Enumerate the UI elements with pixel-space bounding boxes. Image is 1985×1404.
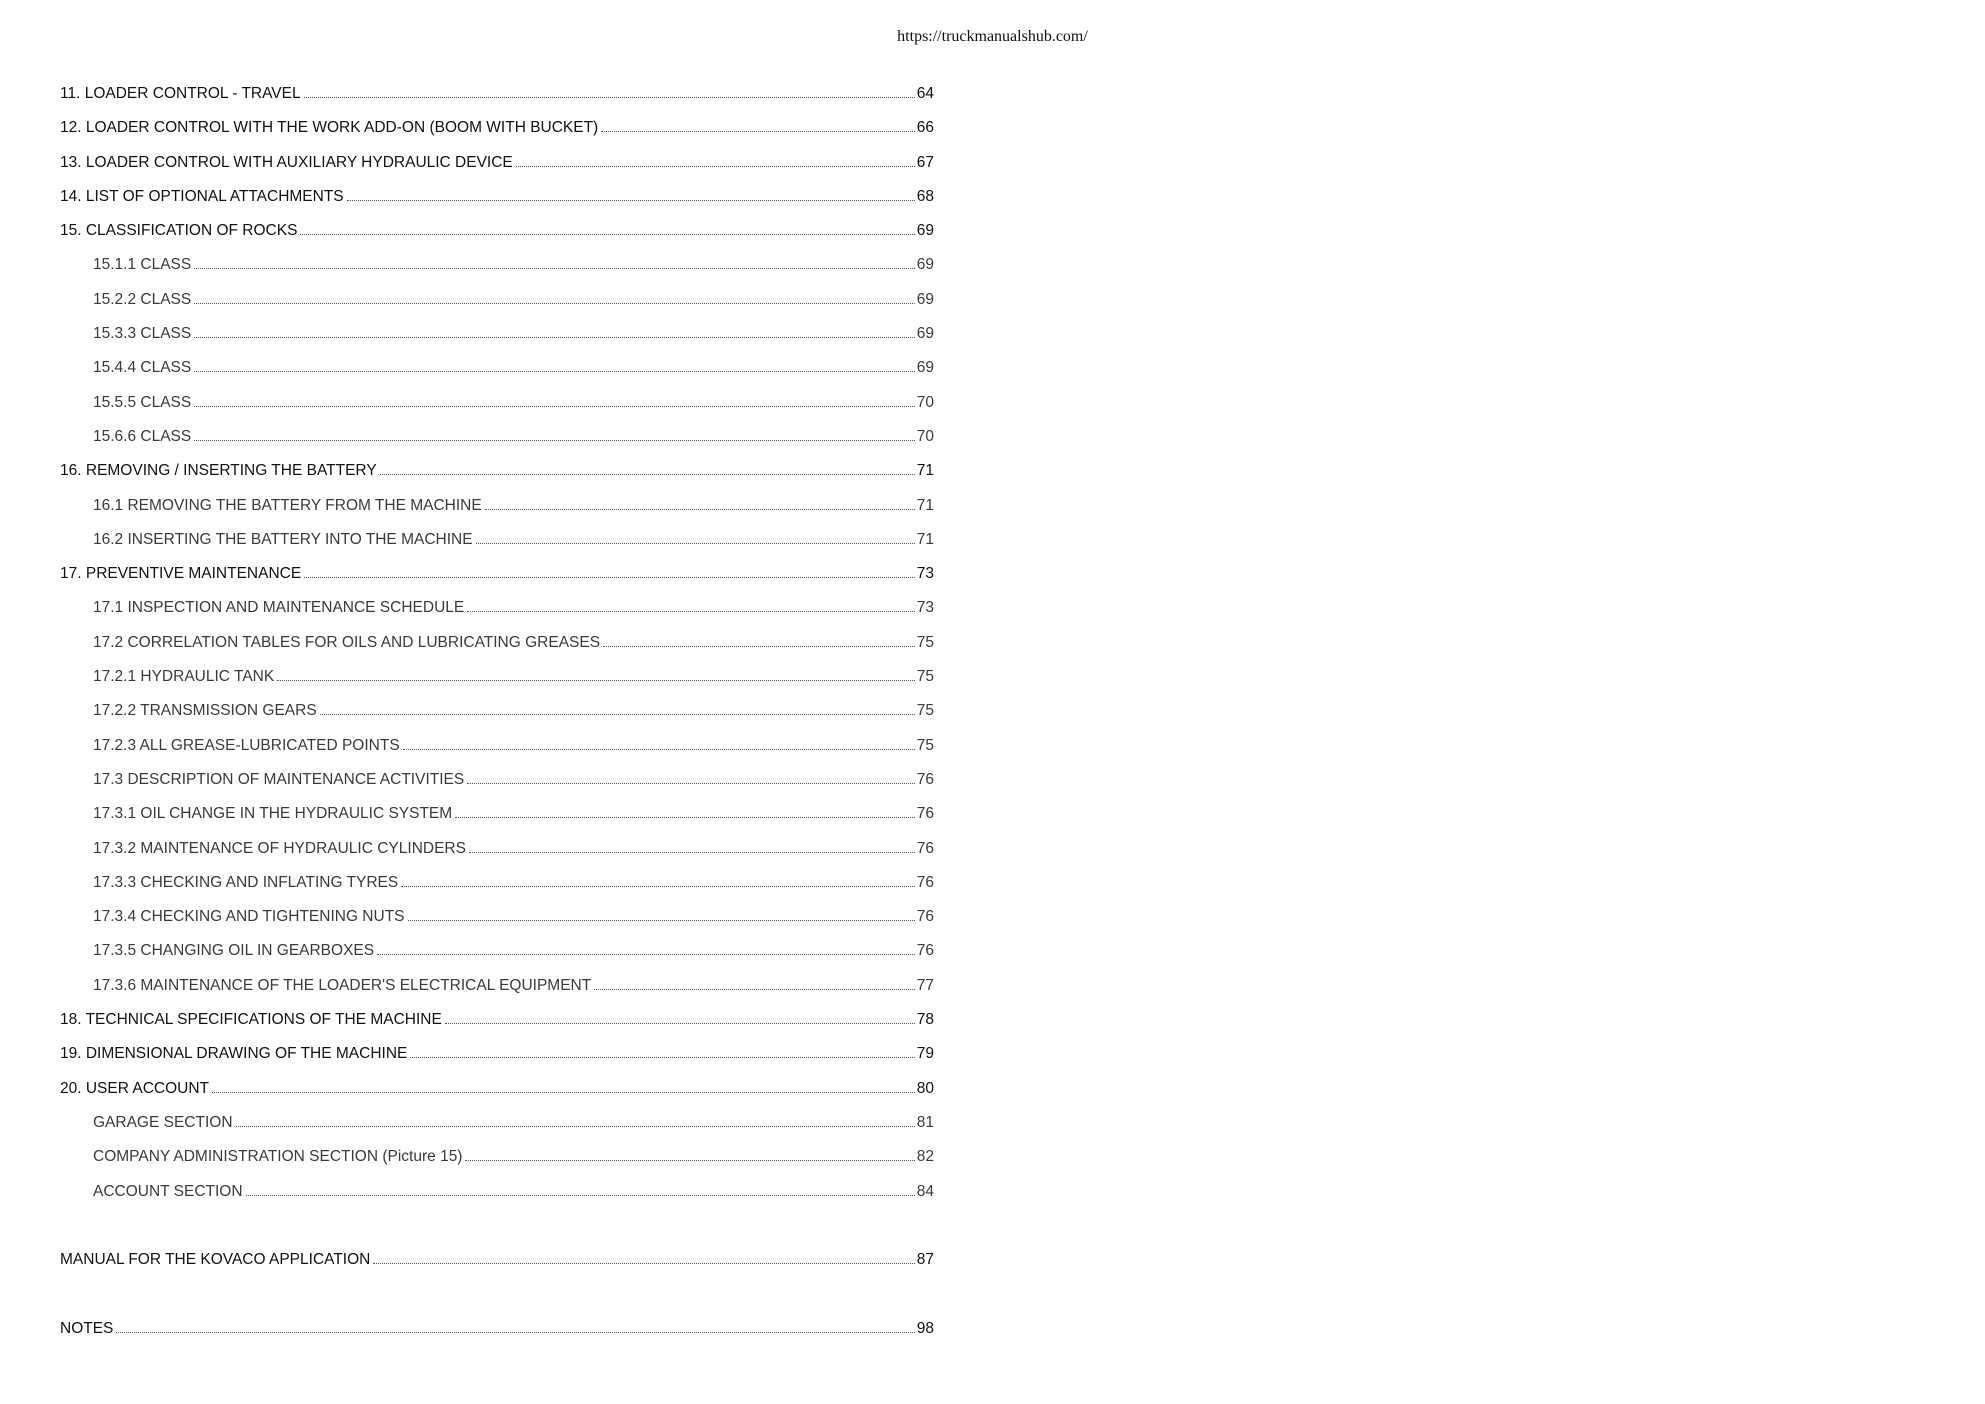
dot-leader — [194, 303, 915, 304]
toc-entry-title: 17.3.5 CHANGING OIL IN GEARBOXES — [93, 942, 375, 960]
dot-leader — [485, 509, 915, 510]
dot-leader — [594, 989, 915, 990]
dot-leader — [467, 611, 915, 612]
dot-leader — [194, 440, 915, 441]
toc-entry-title: 17.2.3 ALL GREASE-LUBRICATED POINTS — [93, 736, 400, 754]
toc-entry-title: 17.3.1 OIL CHANGE IN THE HYDRAULIC SYSTEM — [93, 805, 453, 823]
toc-entry[interactable] — [60, 1243, 934, 1277]
toc-entry-page-number: 73 — [916, 565, 934, 583]
toc-entry[interactable] — [60, 1072, 934, 1106]
dot-leader — [467, 783, 915, 784]
toc-entry-title: 15.3.3 CLASS — [93, 325, 192, 343]
toc-entry-page-number: 71 — [916, 462, 934, 480]
toc-entry-title: 15.5.5 CLASS — [93, 393, 192, 411]
toc-entry[interactable] — [60, 694, 934, 728]
toc-entry-title: 17.2 CORRELATION TABLES FOR OILS AND LUBRICATING GREASES — [93, 633, 601, 651]
toc-entry[interactable] — [60, 111, 934, 145]
toc-entry-page-number: 84 — [916, 1182, 934, 1200]
toc-entry[interactable] — [60, 351, 934, 385]
toc-entry-page-number: 64 — [916, 85, 934, 102]
toc-entry[interactable] — [60, 763, 934, 797]
toc-entry[interactable] — [60, 317, 934, 351]
toc-entry[interactable] — [60, 180, 934, 214]
toc-entry-page-number: 76 — [916, 839, 934, 857]
toc-entry-title: 13. LOADER CONTROL WITH AUXILIARY HYDRAULIC DEVICE — [60, 153, 513, 171]
toc-entry-page-number: 69 — [916, 359, 934, 377]
toc-entry[interactable] — [60, 1003, 934, 1037]
toc-entry-title: 15.1.1 CLASS — [93, 256, 192, 274]
toc-entry-title: 15. CLASSIFICATION OF ROCKS — [60, 222, 298, 240]
dot-leader — [403, 749, 915, 750]
toc-entry[interactable] — [60, 77, 934, 111]
dot-leader — [455, 817, 915, 818]
toc-entry-title: 16.1 REMOVING THE BATTERY FROM THE MACHINE — [93, 496, 482, 514]
toc-entry-title: ACCOUNT SECTION — [93, 1182, 243, 1200]
toc-entry[interactable] — [60, 729, 934, 763]
toc-entry-page-number: 79 — [916, 1045, 934, 1063]
dot-leader — [194, 371, 915, 372]
dot-leader — [304, 577, 915, 578]
toc-entry[interactable] — [60, 591, 934, 625]
toc-entry[interactable] — [60, 969, 934, 1003]
toc-entry[interactable] — [60, 386, 934, 420]
toc-entry-title: MANUAL FOR THE KOVACO APPLICATION — [60, 1251, 371, 1269]
dot-leader — [445, 1023, 915, 1024]
dot-leader — [304, 97, 915, 98]
toc-entry[interactable] — [60, 557, 934, 591]
toc-entry-page-number: 69 — [916, 256, 934, 274]
dot-leader — [347, 200, 915, 201]
toc-entry-page-number: 76 — [916, 805, 934, 823]
dot-leader — [246, 1195, 915, 1196]
toc-entry-page-number: 69 — [916, 222, 934, 240]
toc-entry-title: 20. USER ACCOUNT — [60, 1079, 210, 1097]
dot-leader — [194, 337, 915, 338]
toc-entry[interactable] — [60, 523, 934, 557]
dot-leader — [516, 166, 915, 167]
toc-entry[interactable] — [60, 248, 934, 282]
toc-entry-title: 17.3.2 MAINTENANCE OF HYDRAULIC CYLINDERS — [93, 839, 466, 857]
toc-entry[interactable] — [60, 832, 934, 866]
dot-leader — [277, 680, 915, 681]
toc-entry[interactable] — [60, 454, 934, 488]
dot-leader — [194, 268, 915, 269]
dot-leader — [401, 886, 915, 887]
toc-entry-title: 16.2 INSERTING THE BATTERY INTO THE MACHINE — [93, 530, 473, 548]
toc-entry-page-number: 69 — [916, 290, 934, 308]
toc-entry-page-number: 70 — [916, 393, 934, 411]
dot-leader — [300, 234, 914, 235]
toc-entry-title: 17.3.3 CHECKING AND INFLATING TYRES — [93, 873, 399, 891]
toc-entry-title: COMPANY ADMINISTRATION SECTION (Picture 15) — [93, 1148, 463, 1166]
dot-leader — [465, 1160, 914, 1161]
toc-entry[interactable] — [60, 283, 934, 317]
toc-entry[interactable] — [60, 1312, 934, 1346]
toc-entry-title: 17.3.4 CHECKING AND TIGHTENING NUTS — [93, 908, 405, 926]
toc-entry[interactable] — [60, 626, 934, 660]
toc-entry-page-number: 70 — [916, 427, 934, 445]
toc-entry-page-number: 75 — [916, 633, 934, 651]
toc-entry[interactable] — [60, 1140, 934, 1174]
toc-entry-title: 12. LOADER CONTROL WITH THE WORK ADD-ON (BOOM WITH BUCKET) — [60, 119, 599, 137]
toc-entry-page-number: 77 — [916, 976, 934, 994]
toc-entry-page-number: 76 — [916, 770, 934, 788]
toc-entry[interactable] — [60, 660, 934, 694]
toc-entry-page-number: 80 — [916, 1079, 934, 1097]
toc-entry-title: 17. PREVENTIVE MAINTENANCE — [60, 565, 302, 583]
toc-entry[interactable] — [60, 934, 934, 968]
toc-entry-title: 17.3.6 MAINTENANCE OF THE LOADER'S ELECTRICAL EQUIPMENT — [93, 976, 592, 994]
dot-leader — [320, 714, 915, 715]
toc-entry[interactable] — [60, 489, 934, 523]
toc-entry-title: 19. DIMENSIONAL DRAWING OF THE MACHINE — [60, 1045, 408, 1063]
toc-entry-page-number: 87 — [916, 1251, 934, 1269]
toc-entry[interactable] — [60, 866, 934, 900]
dot-leader — [601, 131, 915, 132]
toc-entry-page-number: 76 — [916, 942, 934, 960]
dot-leader — [377, 954, 915, 955]
toc-entry-title: 17.1 INSPECTION AND MAINTENANCE SCHEDULE — [93, 599, 465, 617]
toc-entry[interactable] — [60, 420, 934, 454]
page-header-url: https://truckmanualshub.com/ — [897, 28, 1088, 45]
dot-leader — [469, 852, 915, 853]
toc-entry[interactable] — [60, 1175, 934, 1209]
toc-entry-page-number: 78 — [916, 1011, 934, 1029]
toc-entry-title: 18. TECHNICAL SPECIFICATIONS OF THE MACHINE — [60, 1011, 442, 1029]
toc-entry-page-number: 75 — [916, 668, 934, 686]
dot-leader — [373, 1263, 914, 1264]
toc-entry-title: 16. REMOVING / INSERTING THE BATTERY — [60, 462, 377, 480]
toc-entry[interactable] — [60, 797, 934, 831]
toc-entry-title: 11. LOADER CONTROL - TRAVEL — [60, 85, 301, 102]
toc-entry-page-number: 67 — [916, 153, 934, 171]
toc-entry-title: 15.2.2 CLASS — [93, 290, 192, 308]
dot-leader — [410, 1057, 914, 1058]
toc-entry-page-number: 68 — [916, 187, 934, 205]
toc-entry-title: 17.2.1 HYDRAULIC TANK — [93, 668, 275, 686]
toc-entry-page-number: 98 — [916, 1319, 934, 1337]
toc-entry-title: GARAGE SECTION — [93, 1113, 233, 1131]
dot-leader — [603, 646, 915, 647]
toc-entry[interactable] — [60, 900, 934, 934]
toc-entry-page-number: 75 — [916, 702, 934, 720]
toc-entry[interactable] — [60, 1106, 934, 1140]
toc-entry-title: 14. LIST OF OPTIONAL ATTACHMENTS — [60, 187, 344, 205]
toc-entry-page-number: 75 — [916, 736, 934, 754]
toc-entry-title: 15.6.6 CLASS — [93, 427, 192, 445]
toc-entry-title: 17.2.2 TRANSMISSION GEARS — [93, 702, 317, 720]
table-of-contents — [60, 77, 934, 1346]
dot-leader — [380, 474, 915, 475]
toc-entry-page-number: 82 — [916, 1148, 934, 1166]
toc-entry-page-number: 66 — [916, 119, 934, 137]
dot-leader — [212, 1092, 915, 1093]
toc-entry-page-number: 76 — [916, 908, 934, 926]
toc-entry-title: 15.4.4 CLASS — [93, 359, 192, 377]
dot-leader — [408, 920, 915, 921]
toc-entry-page-number: 81 — [916, 1113, 934, 1131]
toc-entry-page-number: 73 — [916, 599, 934, 617]
toc-entry-page-number: 69 — [916, 325, 934, 343]
toc-entry[interactable] — [60, 146, 934, 180]
dot-leader — [236, 1126, 915, 1127]
toc-entry[interactable] — [60, 1037, 934, 1071]
toc-entry-title: 17.3 DESCRIPTION OF MAINTENANCE ACTIVITIES — [93, 770, 465, 788]
toc-entry-page-number: 71 — [916, 530, 934, 548]
toc-entry-page-number: 76 — [916, 873, 934, 891]
toc-entry-page-number: 71 — [916, 496, 934, 514]
dot-leader — [476, 543, 915, 544]
toc-entry-title: NOTES — [60, 1319, 114, 1337]
dot-leader — [116, 1332, 914, 1333]
dot-leader — [194, 406, 915, 407]
toc-entry[interactable] — [60, 214, 934, 248]
